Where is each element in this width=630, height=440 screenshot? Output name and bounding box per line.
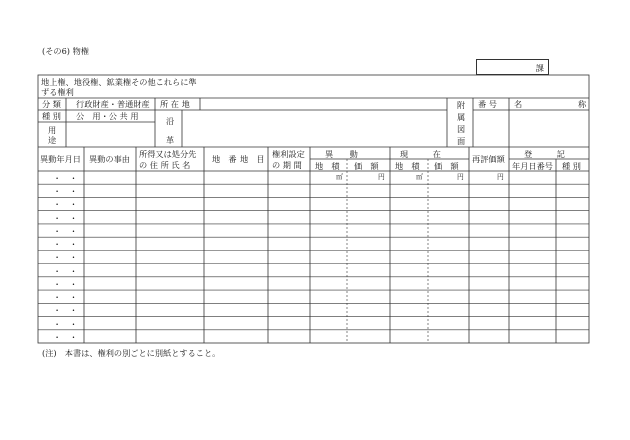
col-current-value: 価 額	[434, 161, 459, 171]
row-date-placeholder: ・ ・	[53, 318, 78, 329]
col-change-area: 地 積	[315, 161, 340, 171]
type-label: 種 別	[42, 111, 61, 121]
row-date-placeholder: ・ ・	[53, 305, 78, 316]
row-date-placeholder: ・ ・	[53, 265, 78, 276]
unit-yen-change: 円	[378, 173, 385, 181]
col-land-category: 地 目	[240, 154, 265, 164]
row-date-placeholder: ・ ・	[53, 292, 78, 303]
number-label: 番 号	[478, 99, 497, 109]
col-registration-date: 年月日番号	[512, 161, 553, 171]
row-date-placeholder: ・ ・	[53, 225, 78, 236]
col-owner-line2: の 住 所 氏 名	[139, 160, 191, 170]
unit-yen-revaluation: 円	[497, 173, 504, 181]
unit-area-current: ㎡	[416, 173, 423, 181]
col-group-current: 現 在	[400, 149, 441, 159]
col-group-registration: 登 記	[524, 149, 565, 159]
attached-drawing-1: 附	[457, 100, 466, 110]
footnote: (注) 本書は、権利の別ごとに別紙とすること。	[42, 348, 221, 358]
row-date-placeholder: ・ ・	[53, 278, 78, 289]
purpose-label-2: 途	[48, 135, 57, 145]
col-change-value: 価 額	[354, 161, 379, 171]
row-date-placeholder: ・ ・	[53, 199, 78, 210]
row-date-placeholder: ・ ・	[53, 186, 78, 197]
history-label-2: 革	[166, 135, 175, 145]
col-right-period-line2: の 期 間	[272, 160, 302, 170]
row-date-placeholder: ・ ・	[53, 331, 78, 342]
col-change-date: 異動年月日	[40, 154, 81, 164]
col-right-period-line1: 権利設定	[272, 149, 305, 159]
rights-heading-line1: 地上権、地役権、鉱業権その他これらに準	[41, 77, 197, 87]
col-revaluation: 再評価額	[472, 154, 505, 164]
name-label-1: 名	[514, 99, 523, 109]
col-change-reason: 異動の事由	[89, 154, 130, 164]
attached-drawing-4: 面	[457, 136, 466, 146]
unit-area-change: ㎡	[336, 173, 343, 181]
unit-yen-current: 円	[457, 173, 464, 181]
purpose-label-1: 用	[48, 125, 57, 135]
department-label: 課	[535, 63, 544, 73]
col-registration-type: 種 別	[562, 161, 581, 171]
col-owner-line1: 所得又は処分先	[139, 149, 197, 159]
attached-drawing-3: 図	[457, 124, 466, 134]
name-label-2: 称	[578, 99, 587, 109]
row-date-placeholder: ・ ・	[53, 252, 78, 263]
row-date-placeholder: ・ ・	[53, 173, 78, 183]
history-label-1: 沿	[166, 116, 175, 126]
page-title: (その6) 物権	[42, 46, 89, 56]
type-value: 公 用・公 共 用	[76, 111, 139, 121]
col-current-area: 地 積	[395, 161, 420, 171]
location-label: 所 在 地	[160, 99, 190, 109]
attached-drawing-2: 属	[457, 112, 466, 122]
row-date-placeholder: ・ ・	[53, 239, 78, 250]
col-group-change: 異 動	[325, 149, 358, 159]
classification-value: 行政財産・普通財産	[76, 99, 150, 109]
rights-heading-line2: ずる権利	[41, 87, 74, 97]
classification-label: 分 類	[42, 99, 61, 109]
row-date-placeholder: ・ ・	[53, 212, 78, 223]
col-lot-number: 地 番	[212, 154, 237, 164]
